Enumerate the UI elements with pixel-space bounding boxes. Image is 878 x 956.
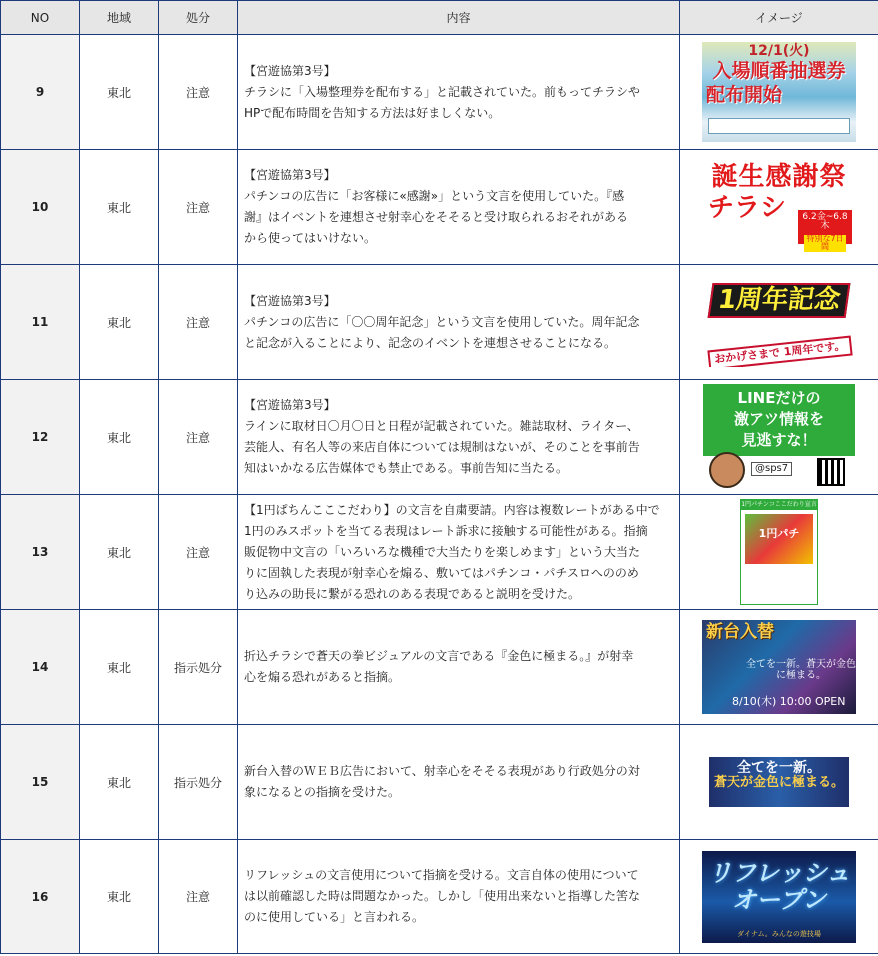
header-region: 地域 bbox=[80, 1, 159, 35]
web-ad-line: 全てを一新。 bbox=[737, 760, 821, 776]
content-line: 象になるとの指摘を受けた。 bbox=[244, 785, 401, 799]
cell-content bbox=[238, 35, 680, 150]
cell-region: 東北 bbox=[80, 610, 159, 725]
header-no: NO bbox=[1, 1, 80, 35]
flyer-headline: 1周年記念 bbox=[707, 283, 850, 318]
table-row bbox=[1, 495, 878, 610]
web-ad-thumbnail bbox=[709, 757, 849, 807]
qr-code-icon bbox=[817, 458, 845, 486]
line-ad-line: 激アツ情報を bbox=[733, 410, 824, 428]
content-line: 販促物中文言の「いろいろな機種で大当たりを楽しめます」という大当た bbox=[244, 544, 641, 559]
flyer-subhead: オープン bbox=[732, 885, 826, 914]
flyer-header: 1円パチンコここだわり宣言 bbox=[741, 500, 817, 510]
flyer-tag: 特別な7日間 bbox=[804, 235, 846, 252]
flyer-date-box bbox=[798, 210, 852, 252]
cell-action: 指示処分 bbox=[159, 725, 238, 840]
content-line: と記念が入ることにより、記念のイベントを連想させることになる。 bbox=[244, 335, 617, 350]
line-id: @sps7 bbox=[751, 462, 792, 477]
cell-image bbox=[680, 495, 878, 610]
content-line: 芸能人、有名人等の来店自体については規制はないが、そのことを事前告 bbox=[244, 440, 640, 454]
flyer-subhead: 全てを一新。蒼天が金色に極まる。 bbox=[746, 659, 856, 681]
cell-region: 東北 bbox=[80, 150, 159, 265]
header-row bbox=[1, 1, 878, 35]
content-line: リフレッシュの文言使用について指摘を受ける。文言自体の使用について bbox=[244, 868, 639, 882]
flyer-subhead: 配布開始 bbox=[706, 84, 783, 106]
cell-content bbox=[238, 495, 680, 610]
cell-action: 注意 bbox=[159, 495, 238, 610]
cell-image bbox=[680, 35, 878, 150]
cell-content bbox=[238, 150, 680, 265]
content-line: パチンコの広告に「お客様に«感謝»」という文言を使用していた。『感 bbox=[244, 189, 625, 203]
flyer-headline: 新台入替 bbox=[706, 622, 774, 642]
flyer-headline: 誕生感謝祭 bbox=[711, 162, 847, 192]
table-row bbox=[1, 725, 878, 840]
cell-image bbox=[680, 840, 878, 954]
table-row bbox=[1, 610, 878, 725]
cell-image bbox=[680, 725, 878, 840]
flyer-headline: 入場順番抽選券 bbox=[712, 60, 846, 82]
content-line: り込みの助長に繋がる恐れのある表現であると説明を受けた。 bbox=[244, 586, 581, 601]
content-line: 【宮遊協第3号】 bbox=[244, 398, 336, 412]
cell-region: 東北 bbox=[80, 380, 159, 495]
person-avatar bbox=[709, 452, 745, 488]
cell-region: 東北 bbox=[80, 495, 159, 610]
cell-region: 東北 bbox=[80, 35, 159, 150]
table-row bbox=[1, 35, 878, 150]
cell-content bbox=[238, 610, 680, 725]
line-ad-line: 見逃すな！ bbox=[741, 431, 817, 449]
table-row bbox=[1, 265, 878, 380]
cell-action: 注意 bbox=[159, 380, 238, 495]
flyer-thumbnail bbox=[702, 277, 856, 367]
cell-content bbox=[238, 840, 680, 954]
content-line: 【宮遊協第3号】 bbox=[244, 63, 336, 78]
flyer-thumbnail bbox=[702, 620, 856, 714]
line-ad-line: LINEだけの bbox=[737, 389, 821, 407]
flyer-date: 12/1(火) bbox=[748, 43, 810, 59]
content-line: りに固執した表現が射幸心を煽る、敷いてはパチンコ・パチスロへののめ bbox=[244, 565, 639, 580]
line-ad-thumbnail bbox=[703, 384, 855, 490]
content-line: は以前確認した時は問題なかった。しかし「使用出来ないと指導した筈な bbox=[244, 889, 641, 903]
flyer-thumbnail bbox=[704, 162, 854, 252]
line-ad-banner bbox=[703, 384, 855, 456]
flyer-subhead: チラシ bbox=[708, 193, 787, 224]
content-line: から使ってはいけない。 bbox=[244, 231, 377, 245]
cell-no: 15 bbox=[1, 725, 80, 840]
content-line: 知はいかなる広告媒体でも禁止である。事前告知に当たる。 bbox=[244, 461, 569, 475]
flyer-thumbnail bbox=[740, 499, 818, 605]
cell-no: 9 bbox=[1, 35, 80, 150]
cell-no: 10 bbox=[1, 150, 80, 265]
cell-action: 注意 bbox=[159, 35, 238, 150]
cell-no: 16 bbox=[1, 840, 80, 954]
content-line: のに使用している」と言われる。 bbox=[244, 910, 425, 924]
content-line: 【宮遊協第3号】 bbox=[244, 168, 336, 182]
content-line: ラインに取材日〇月〇日と日程が記載されていた。雑誌取材、ライター、 bbox=[244, 419, 639, 433]
web-ad-line: 蒼天が金色に極まる。 bbox=[713, 774, 844, 790]
header-image: イメージ bbox=[680, 1, 878, 35]
cell-region: 東北 bbox=[80, 725, 159, 840]
content-line: チラシに「入場整理券を配布する」と記載されていた。前もってチラシや bbox=[244, 84, 641, 99]
flyer-thumbnail bbox=[702, 851, 856, 943]
cell-region: 東北 bbox=[80, 265, 159, 380]
flyer-headline: リフレッシュ bbox=[707, 858, 851, 887]
flyer-thumbnail bbox=[702, 42, 856, 142]
cell-content bbox=[238, 265, 680, 380]
flyer-headline: 1円パチ bbox=[745, 514, 813, 564]
cell-image bbox=[680, 380, 878, 495]
content-line: 折込チラシで蒼天の拳ビジュアルの文言である『金色に極まる。』が射幸 bbox=[244, 649, 634, 663]
cell-image bbox=[680, 150, 878, 265]
content-line: 心を煽る恐れがあると指摘。 bbox=[244, 670, 401, 684]
content-line: 新台入替のＷＥＢ広告において、射幸心をそそる表現があり行政処分の対 bbox=[244, 764, 640, 778]
flyer-footer: ダイナム。みんなの遊技場 bbox=[737, 930, 821, 939]
cell-no: 12 bbox=[1, 380, 80, 495]
flyer-date: 6.2金~6.8木 bbox=[802, 212, 848, 232]
cell-region: 東北 bbox=[80, 840, 159, 954]
cell-action: 指示処分 bbox=[159, 610, 238, 725]
content-line: 謝』はイベントを連想させ射幸心をそそると受け取られるおそれがある bbox=[244, 210, 629, 224]
table-row bbox=[1, 150, 878, 265]
cell-action: 注意 bbox=[159, 265, 238, 380]
flyer-date: 8/10(木) 10:00 OPEN bbox=[732, 695, 846, 709]
cell-no: 11 bbox=[1, 265, 80, 380]
cell-action: 注意 bbox=[159, 150, 238, 265]
content-line: 【1円ぱちんこここだわり】の文言を自粛要請。内容は複数レートがある中で bbox=[244, 502, 660, 517]
content-line: 1円のみスポットを当てる表現はレート訴求に接触する可能性がある。指摘 bbox=[244, 523, 648, 538]
content-line: パチンコの広告に「〇〇周年記念」という文言を使用していた。周年記念 bbox=[244, 314, 640, 329]
header-action: 処分 bbox=[159, 1, 238, 35]
flyer-tag: おかげさまで 1周年です。 bbox=[708, 336, 853, 367]
flyer-band bbox=[708, 118, 850, 134]
content-line: HPで配布時間を告知する方法は好ましくない。 bbox=[244, 105, 501, 120]
cell-image bbox=[680, 610, 878, 725]
content-line: 【宮遊協第3号】 bbox=[244, 293, 336, 308]
cell-no: 14 bbox=[1, 610, 80, 725]
table-row bbox=[1, 380, 878, 495]
table-row bbox=[1, 840, 878, 954]
cell-content bbox=[238, 380, 680, 495]
cell-action: 注意 bbox=[159, 840, 238, 954]
cell-no: 13 bbox=[1, 495, 80, 610]
cell-content bbox=[238, 725, 680, 840]
cell-image bbox=[680, 265, 878, 380]
header-content: 内容 bbox=[238, 1, 680, 35]
